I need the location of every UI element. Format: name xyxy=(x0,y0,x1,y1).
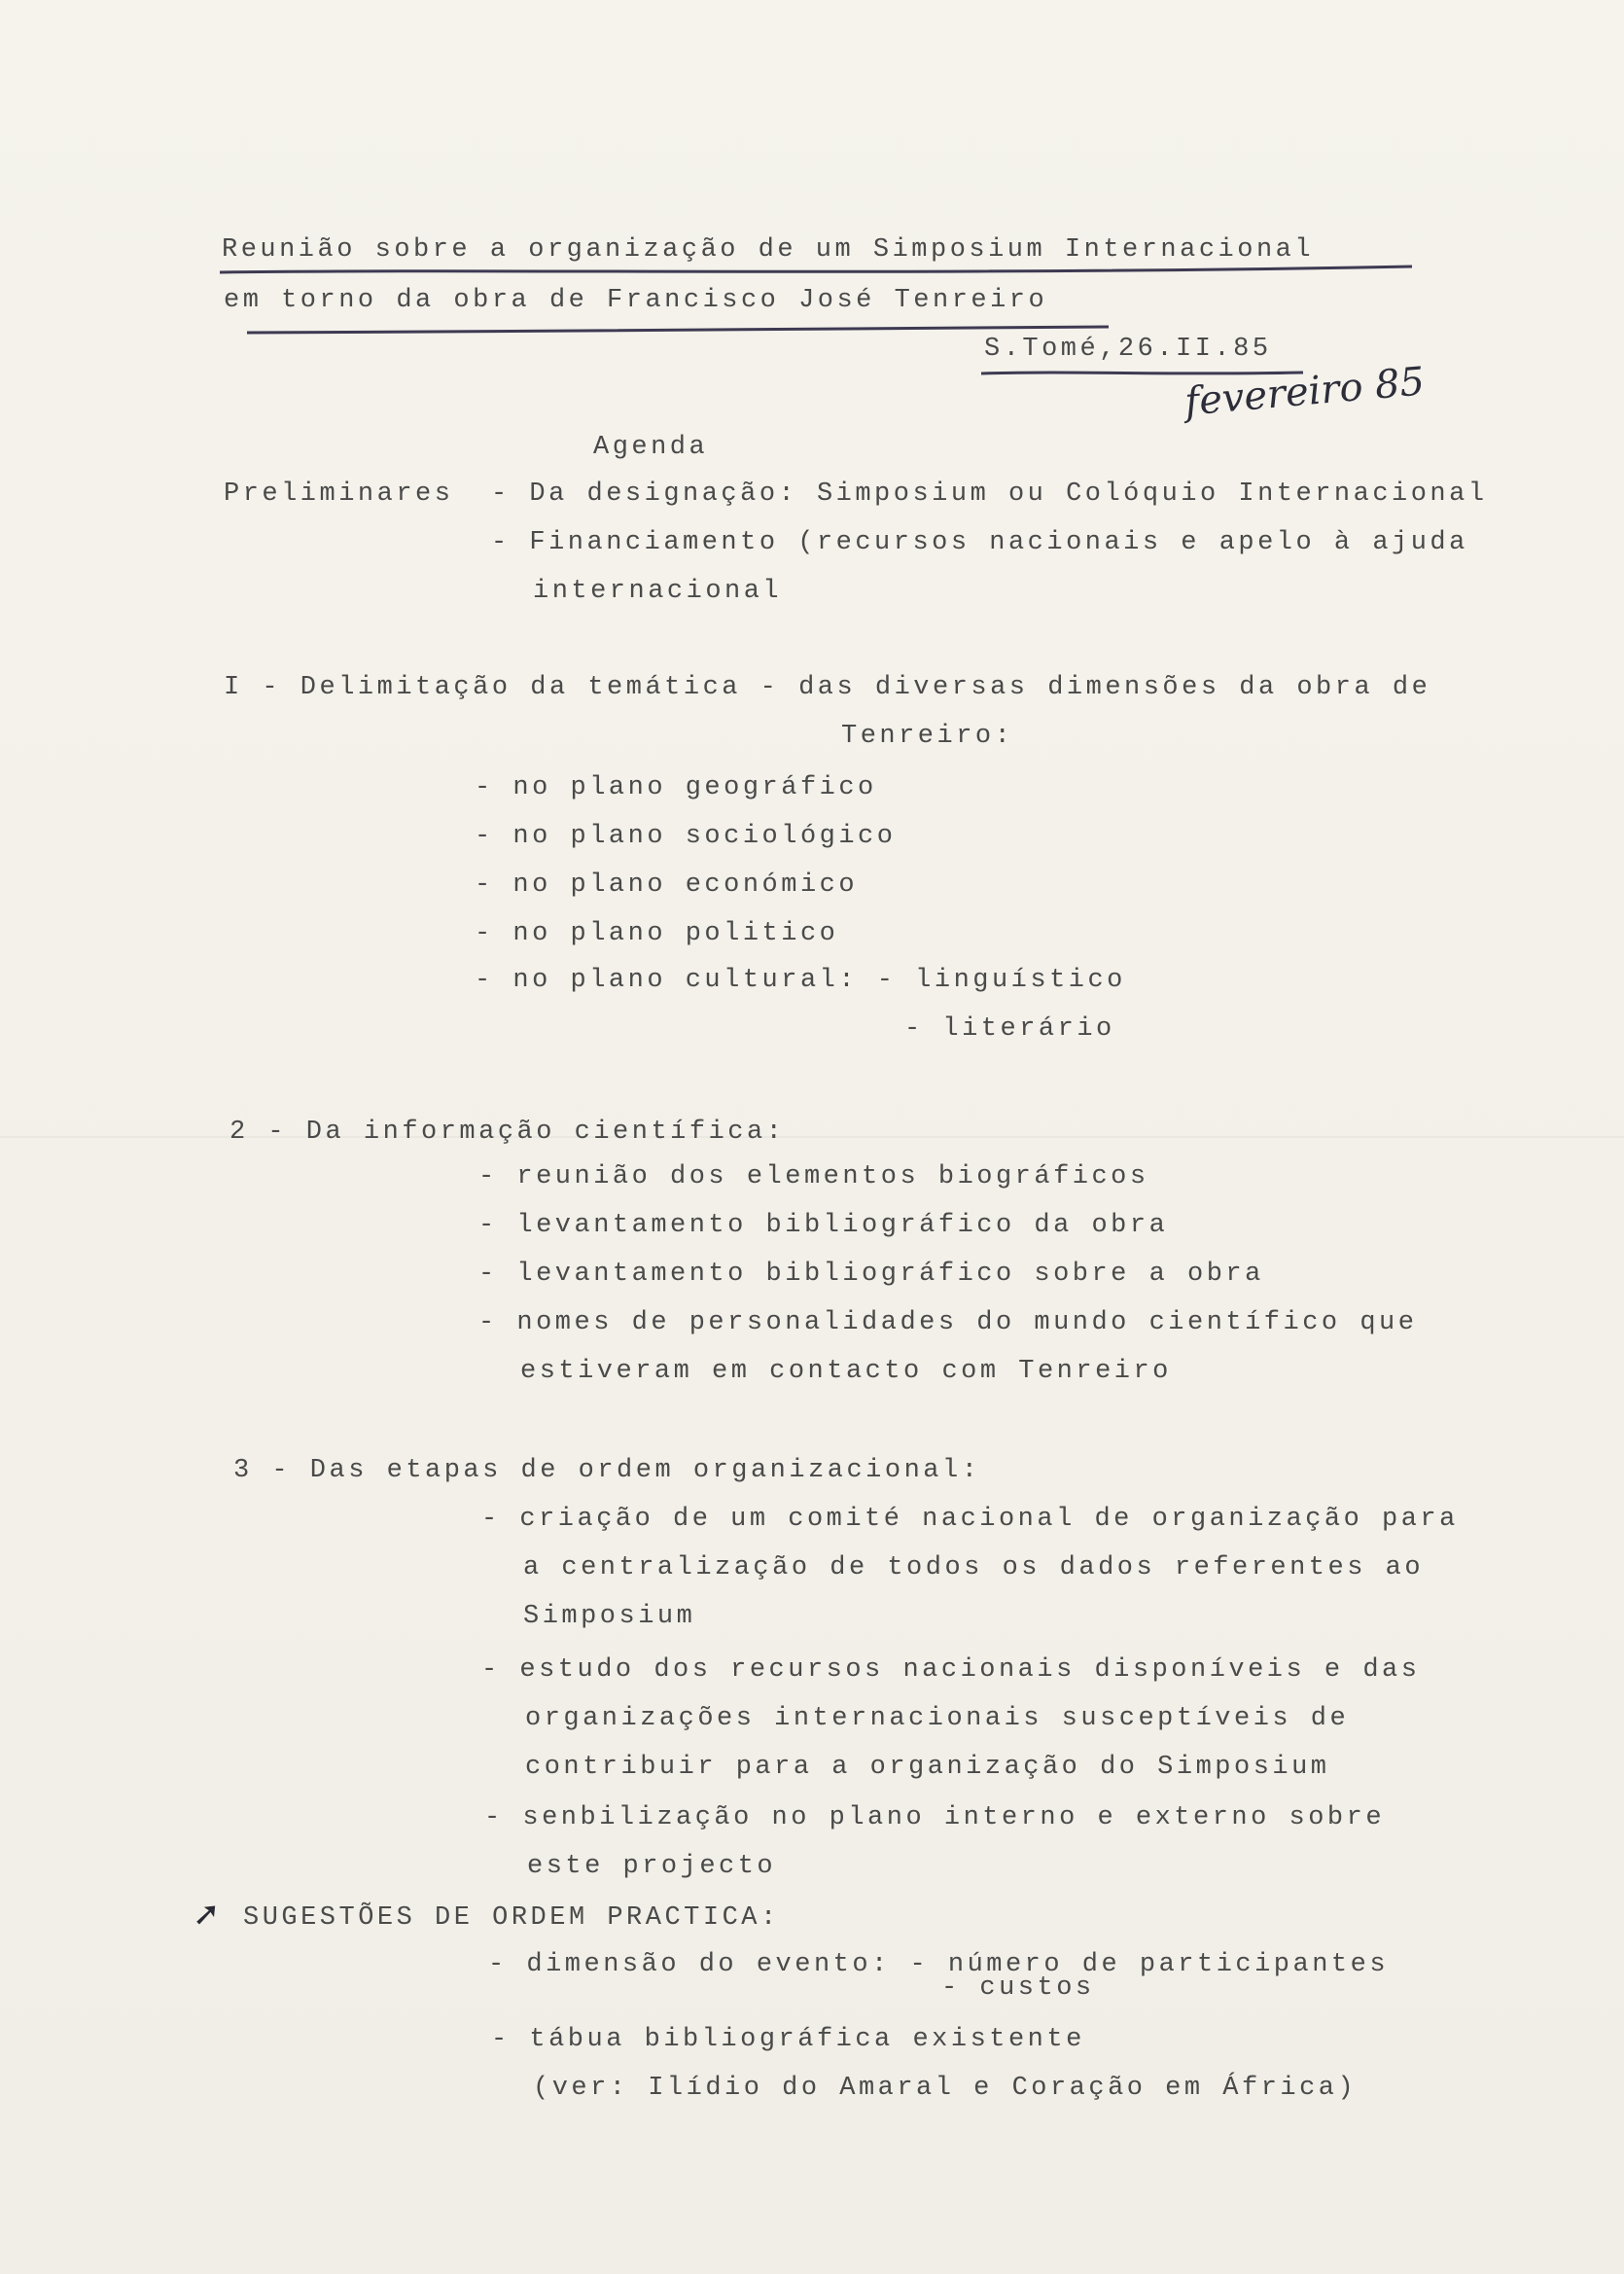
list-item: - no plano politico xyxy=(475,919,839,948)
section-2-heading: 2 - Da informação científica: xyxy=(229,1118,786,1147)
list-item: - no plano cultural: - linguístico xyxy=(475,966,1126,995)
place-date: S.Tomé,26.II.85 xyxy=(984,335,1272,364)
list-item-cont: estiveram em contacto com Tenreiro xyxy=(520,1357,1172,1386)
list-item-cont: a centralização de todos os dados referentes ao xyxy=(523,1553,1425,1582)
list-item-cont: (ver: Ilídio do Amaral e Coração em África) xyxy=(533,2074,1358,2103)
list-item: - tábua bibliográfica existente xyxy=(491,2025,1085,2054)
list-item-cont: contribuir para a organização do Simposium xyxy=(525,1753,1330,1782)
list-item: - no plano económico xyxy=(475,871,859,900)
list-item: - levantamento bibliográfico da obra xyxy=(478,1211,1169,1240)
list-item-cont: Simposium xyxy=(523,1602,696,1631)
list-subitem: - custos xyxy=(941,1973,1095,2003)
list-item: - levantamento bibliográfico sobre a obra xyxy=(478,1260,1264,1289)
list-item: - no plano geográfico xyxy=(475,773,877,802)
list-item: - estudo dos recursos nacionais disponíveis e das xyxy=(481,1655,1421,1685)
agenda-heading: Agenda xyxy=(593,433,709,462)
list-item: - senbilização no plano interno e externo sobre xyxy=(484,1803,1386,1832)
section-1-heading-cont: Tenreiro: xyxy=(841,722,1014,751)
section-1-heading: I - Delimitação da temática - das diversas dimensões da obra de xyxy=(224,673,1431,702)
list-item: - reunião dos elementos biográficos xyxy=(478,1162,1149,1191)
preliminares-label: Preliminares xyxy=(224,480,454,509)
list-item-cont: organizações internacionais susceptíveis de xyxy=(525,1704,1350,1733)
list-item: - nomes de personalidades do mundo científico que xyxy=(478,1308,1418,1337)
preliminares-item-cont: internacional xyxy=(533,577,783,606)
title-underline-1 xyxy=(216,263,1422,282)
title-underline-2 xyxy=(243,321,1118,340)
list-subitem: - literário xyxy=(904,1014,1115,1044)
title-line-2: em torno da obra de Francisco José Tenreiro xyxy=(224,286,1048,315)
handwritten-arrow-icon: ➚ xyxy=(193,1895,221,1934)
suggestions-heading: SUGESTÕES DE ORDEM PRACTICA: xyxy=(243,1903,780,1933)
title-line-1: Reunião sobre a organização de um Simposium Internacional xyxy=(222,235,1315,265)
preliminares-item: - Financiamento (recursos nacionais e apelo à ajuda xyxy=(491,528,1468,557)
handwritten-date: fevereiro 85 xyxy=(1183,359,1427,425)
list-item-cont: este projecto xyxy=(527,1852,777,1881)
list-item: - no plano sociológico xyxy=(475,822,897,851)
section-3-heading: 3 - Das etapas de ordem organizacional: xyxy=(233,1456,981,1485)
list-item: - dimensão do evento: - número de participantes xyxy=(488,1950,1390,1979)
list-item: - criação de um comité nacional de organização para xyxy=(481,1505,1459,1534)
preliminares-item: - Da designação: Simposium ou Colóquio Internacional xyxy=(491,480,1488,509)
